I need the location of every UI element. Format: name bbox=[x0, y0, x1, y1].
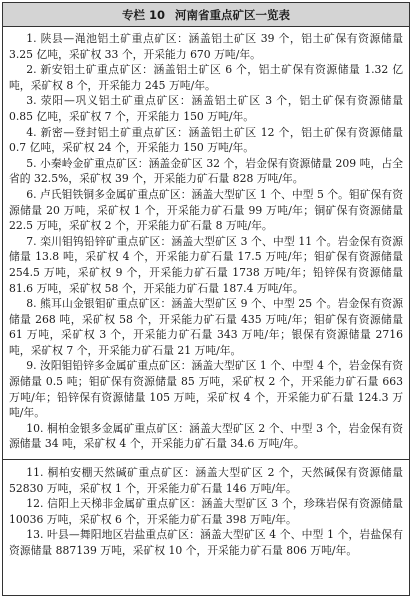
list-item: 13. 叶县—舞阳地区岩盐重点矿区：涵盖大型矿区 4 个、中型 1 个，岩盐保有资源储量 887139 万吨，采矿权 10 个，开采能力矿石量 806 万吨/年。 bbox=[9, 528, 403, 557]
table-title: 河南省重点矿区一览表 bbox=[175, 7, 290, 22]
list-item: 9. 汝阳钼铅锌多金属矿重点矿区：涵盖大型矿区 1 个、中型 4 个，岩金保有资源储量 0.5 吨；钼矿保有资源储量 85 万吨，采矿权 2 个，开采能力矿石量 663 万吨/年；铅锌保有资源储量 105 万吨，采矿权 4 个，开采能力矿石量 124.3 万吨/年。 bbox=[9, 359, 403, 420]
column-label: 专栏 10 bbox=[121, 7, 165, 22]
list-item: 7. 栾川钼钨铅锌矿重点矿区：涵盖大型矿区 3 个、中型 11 个。岩金保有资源储量 13.8 吨，采矿权 4 个，开采能力矿石量 17.5 万吨/年；钼矿保有资源储量 254.5 万吨，采矿权 9 个，开采能力矿石量 1738 万吨/年；铅锌保有资源储量 81.6 万吨，采矿权 58 个，开采能力矿石量 187.4 万吨/年。 bbox=[9, 234, 403, 295]
list-item: 12. 信阳上天梯非金属矿重点矿区：涵盖大型矿区 3 个，珍珠岩保有资源储量 10036 万吨，采矿权 6 个，开采能力矿石量 398 万吨/年。 bbox=[9, 497, 403, 526]
list-item: 10. 桐柏金银多金属矿重点矿区：涵盖大型矿区 2 个、中型 3 个，岩金保有资源储量 34 吨，采矿权 4 个，开采能力矿石量 34.6 万吨/年。 bbox=[9, 421, 403, 451]
list-item: 8. 熊耳山金银钼矿重点矿区：涵盖大型矿区 9 个、中型 25 个。岩金保有资源储量 268 吨，采矿权 58 个，开采能力矿石量 435 万吨/年；钼矿保有资源储量 61 万吨，采矿权 3 个，开采能力矿石量 343 万吨/年；银保有资源储量 2716 吨，采矿权 7 个，开采能力矿石量 21 万吨/年。 bbox=[9, 297, 403, 357]
list-item: 6. 卢氏钼铁铜多金属矿重点矿区：涵盖大型矿区 1 个、中型 5 个。钼矿保有资源储量 20 万吨，采矿权 1 个，开采能力矿石量 99 万吨/年；铜矿保有资源储量 22.5 万吨，采矿权 2 个，开采能力矿石量 8 万吨/年。 bbox=[9, 187, 403, 233]
table-frame bbox=[2, 2, 410, 596]
metal-mining-areas-section bbox=[3, 27, 409, 460]
list-item: 11. 桐柏安棚天然碱矿重点矿区：涵盖大型矿区 2 个，天然碱保有资源储量 52830 万吨，采矿权 1 个，开采能力矿石量 146 万吨/年。 bbox=[9, 466, 403, 495]
list-item: 3. 荥阳—巩义铝土矿重点矿区：涵盖铝土矿区 3 个，铝土矿保有资源储量 0.85 亿吨，采矿权 7 个，开采能力 150 万吨/年。 bbox=[9, 94, 403, 123]
list-item: 2. 新安铝土矿重点矿区：涵盖铝土矿区 6 个，铝土矿保有资源储量 1.32 亿吨，采矿权 8 个，开采能力 245 万吨/年。 bbox=[9, 63, 403, 92]
nonmetal-mining-areas-section bbox=[3, 460, 409, 561]
list-item: 4. 新密—登封铝土矿重点矿区：涵盖铝土矿区 12 个，铝土矿保有资源储量 0.7 亿吨，采矿权 24 个，开采能力 150 万吨/年。 bbox=[9, 125, 403, 155]
table-header bbox=[3, 3, 409, 27]
list-item: 1. 陕县—渑池铝土矿重点矿区：涵盖铝土矿区 39 个，铝土矿保有资源储量 3.25 亿吨，采矿权 33 个，开采能力 670 万吨/年。 bbox=[9, 32, 403, 61]
list-item: 5. 小秦岭金矿重点矿区：涵盖金矿区 32 个，岩金保有资源储量 209 吨，占全省的 32.5%，采矿权 39 个，开采能力矿石量 828 万吨/年。 bbox=[9, 156, 403, 186]
